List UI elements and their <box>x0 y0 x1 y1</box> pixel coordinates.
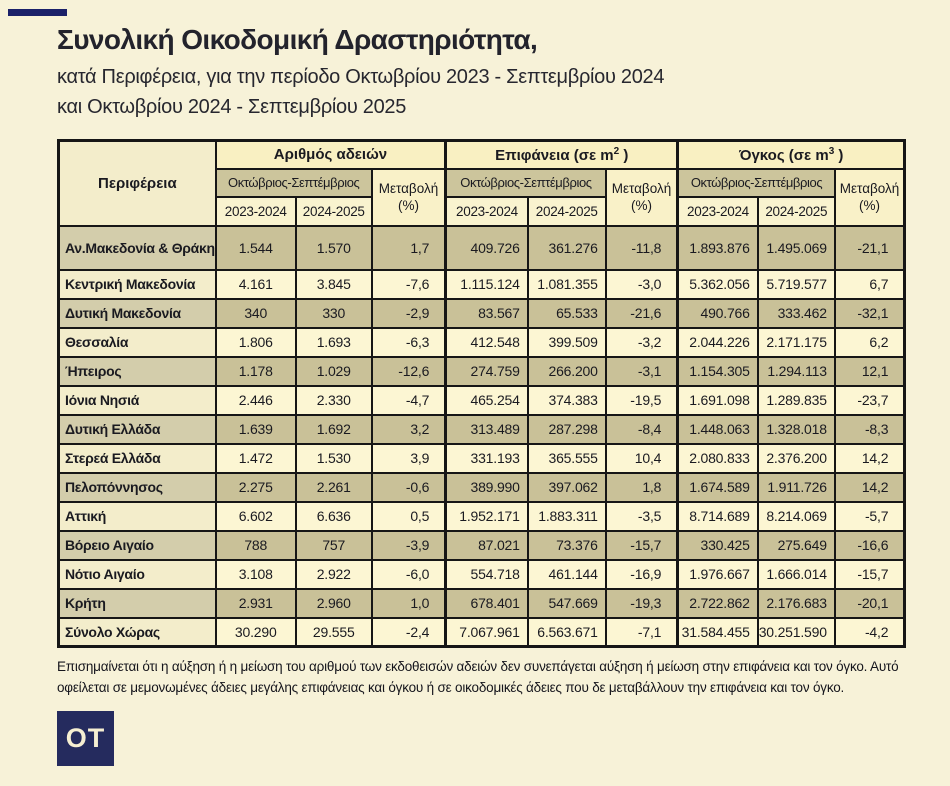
value-cell: 1.081.355 <box>528 270 606 299</box>
value-cell: 12,1 <box>835 357 905 386</box>
value-cell: 87.021 <box>446 531 528 560</box>
value-cell: 6.563.671 <box>528 618 606 647</box>
value-cell: 2.960 <box>296 589 372 618</box>
ot-logo <box>57 711 114 766</box>
value-cell: 2.261 <box>296 473 372 502</box>
value-cell: -6,0 <box>372 560 446 589</box>
value-cell: -23,7 <box>835 386 905 415</box>
value-cell: -7,6 <box>372 270 446 299</box>
building-activity-table <box>57 139 906 648</box>
value-cell: 2.044.226 <box>678 328 758 357</box>
value-cell: 5.719.577 <box>758 270 835 299</box>
table-row <box>59 226 905 270</box>
value-cell: 3,2 <box>372 415 446 444</box>
value-cell: -4,2 <box>835 618 905 647</box>
period-header-permits: Οκτώβριος-Σεπτέμβριος <box>216 169 372 197</box>
region-name-cell: Αττική <box>59 502 216 531</box>
value-cell: -16,9 <box>606 560 678 589</box>
value-cell: 374.383 <box>528 386 606 415</box>
value-cell: 1.570 <box>296 226 372 270</box>
value-cell: -8,3 <box>835 415 905 444</box>
value-cell: 274.759 <box>446 357 528 386</box>
value-cell: -0,6 <box>372 473 446 502</box>
value-cell: 2.330 <box>296 386 372 415</box>
value-cell: -21,6 <box>606 299 678 328</box>
value-cell: 1.530 <box>296 444 372 473</box>
change-header-permits: Μεταβολή (%) <box>372 169 446 226</box>
table-row <box>59 386 905 415</box>
region-name-cell: Ιόνια Νησιά <box>59 386 216 415</box>
value-cell: 2.376.200 <box>758 444 835 473</box>
value-cell: 554.718 <box>446 560 528 589</box>
region-name-cell: Κρήτη <box>59 589 216 618</box>
value-cell: 266.200 <box>528 357 606 386</box>
value-cell: 1.495.069 <box>758 226 835 270</box>
value-cell: 1.639 <box>216 415 296 444</box>
change-header-volume: Μεταβολή (%) <box>835 169 905 226</box>
value-cell: 7.067.961 <box>446 618 528 647</box>
value-cell: -19,3 <box>606 589 678 618</box>
year-header-permits-1: 2023-2024 <box>216 197 296 226</box>
value-cell: 2.446 <box>216 386 296 415</box>
value-cell: -5,7 <box>835 502 905 531</box>
value-cell: 1.883.311 <box>528 502 606 531</box>
table-row <box>59 270 905 299</box>
table-row <box>59 415 905 444</box>
value-cell: 1.029 <box>296 357 372 386</box>
subtitle-line-1: κατά Περιφέρεια, για την περίοδο Οκτωβρίου 2023 - Σεπτεμβρίου 2024 <box>57 66 665 88</box>
region-name-cell: Δυτική Ελλάδα <box>59 415 216 444</box>
value-cell: 1,7 <box>372 226 446 270</box>
value-cell: 1.911.726 <box>758 473 835 502</box>
value-cell: 361.276 <box>528 226 606 270</box>
region-name-cell: Στερεά Ελλάδα <box>59 444 216 473</box>
value-cell: 65.533 <box>528 299 606 328</box>
value-cell: -2,9 <box>372 299 446 328</box>
value-cell: 30.290 <box>216 618 296 647</box>
value-cell: 788 <box>216 531 296 560</box>
value-cell: 397.062 <box>528 473 606 502</box>
region-name-cell: Ήπειρος <box>59 357 216 386</box>
group-header-area-label: Επιφάνεια (σε m <box>495 146 614 164</box>
value-cell: 1.806 <box>216 328 296 357</box>
value-cell: 4.161 <box>216 270 296 299</box>
value-cell: 399.509 <box>528 328 606 357</box>
table-row <box>59 502 905 531</box>
value-cell: -8,4 <box>606 415 678 444</box>
value-cell: 1.691.098 <box>678 386 758 415</box>
year-header-area-1: 2023-2024 <box>446 197 528 226</box>
value-cell: 1.289.835 <box>758 386 835 415</box>
value-cell: 5.362.056 <box>678 270 758 299</box>
area-unit-superscript: 2 <box>613 145 620 157</box>
value-cell: 757 <box>296 531 372 560</box>
table-row <box>59 357 905 386</box>
value-cell: 2.922 <box>296 560 372 589</box>
ot-logo-text: OT <box>65 723 106 753</box>
value-cell: 490.766 <box>678 299 758 328</box>
value-cell: 1.693 <box>296 328 372 357</box>
value-cell: 412.548 <box>446 328 528 357</box>
value-cell: 2.275 <box>216 473 296 502</box>
value-cell: 275.649 <box>758 531 835 560</box>
value-cell: 30.251.590 <box>758 618 835 647</box>
value-cell: -3,5 <box>606 502 678 531</box>
table-row <box>59 531 905 560</box>
value-cell: 2.176.683 <box>758 589 835 618</box>
region-name-cell: Αν.Μακεδονία & Θράκη <box>59 226 216 270</box>
value-cell: 1.666.014 <box>758 560 835 589</box>
value-cell: 1.472 <box>216 444 296 473</box>
value-cell: 1.952.171 <box>446 502 528 531</box>
value-cell: 8.714.689 <box>678 502 758 531</box>
region-name-cell: Πελοπόννησος <box>59 473 216 502</box>
value-cell: -6,3 <box>372 328 446 357</box>
table-row <box>59 444 905 473</box>
region-name-cell: Θεσσαλία <box>59 328 216 357</box>
table-row <box>59 560 905 589</box>
value-cell: 1.154.305 <box>678 357 758 386</box>
value-cell: -3,9 <box>372 531 446 560</box>
region-name-cell: Νότιο Αιγαίο <box>59 560 216 589</box>
value-cell: 330 <box>296 299 372 328</box>
value-cell: 73.376 <box>528 531 606 560</box>
page-title: Συνολική Οικοδομική Δραστηριότητα, <box>57 24 538 55</box>
region-name-cell: Σύνολο Χώρας <box>59 618 216 647</box>
value-cell: 330.425 <box>678 531 758 560</box>
value-cell: 14,2 <box>835 444 905 473</box>
value-cell: -7,1 <box>606 618 678 647</box>
value-cell: 1.294.113 <box>758 357 835 386</box>
value-cell: 1.328.018 <box>758 415 835 444</box>
value-cell: -19,5 <box>606 386 678 415</box>
value-cell: 333.462 <box>758 299 835 328</box>
value-cell: 461.144 <box>528 560 606 589</box>
value-cell: 1.692 <box>296 415 372 444</box>
value-cell: 2.080.833 <box>678 444 758 473</box>
value-cell: -32,1 <box>835 299 905 328</box>
value-cell: 6.636 <box>296 502 372 531</box>
value-cell: -15,7 <box>606 531 678 560</box>
group-header-volume-label: Όγκος (σε m <box>739 146 829 164</box>
group-header-permits-label: Αριθμός αδειών <box>273 146 388 164</box>
table-row <box>59 473 905 502</box>
group-header-volume: Όγκος (σε $m^3$ ) <box>678 141 905 169</box>
value-cell: 1,0 <box>372 589 446 618</box>
value-cell: 409.726 <box>446 226 528 270</box>
value-cell: 1.178 <box>216 357 296 386</box>
value-cell: -12,6 <box>372 357 446 386</box>
region-name-cell: Βόρειο Αιγαίο <box>59 531 216 560</box>
value-cell: 1.544 <box>216 226 296 270</box>
volume-unit-superscript: 3 <box>828 145 835 157</box>
region-name-cell: Κεντρική Μακεδονία <box>59 270 216 299</box>
value-cell: -3,0 <box>606 270 678 299</box>
table-row <box>59 589 905 618</box>
value-cell: -21,1 <box>835 226 905 270</box>
value-cell: 678.401 <box>446 589 528 618</box>
value-cell: -3,1 <box>606 357 678 386</box>
group-header-permits <box>216 141 446 169</box>
period-header-volume: Οκτώβριος-Σεπτέμβριος <box>678 169 835 197</box>
value-cell: 6,2 <box>835 328 905 357</box>
year-header-area-2: 2024-2025 <box>528 197 606 226</box>
value-cell: 14,2 <box>835 473 905 502</box>
value-cell: 389.990 <box>446 473 528 502</box>
value-cell: 340 <box>216 299 296 328</box>
table-row <box>59 299 905 328</box>
subtitle-line-2: και Οκτωβρίου 2024 - Σεπτεμβρίου 2025 <box>57 96 407 118</box>
year-header-permits-2: 2024-2025 <box>296 197 372 226</box>
value-cell: 8.214.069 <box>758 502 835 531</box>
value-cell: -20,1 <box>835 589 905 618</box>
value-cell: 1.115.124 <box>446 270 528 299</box>
value-cell: 547.669 <box>528 589 606 618</box>
value-cell: 29.555 <box>296 618 372 647</box>
value-cell: 0,5 <box>372 502 446 531</box>
value-cell: -15,7 <box>835 560 905 589</box>
value-cell: -3,2 <box>606 328 678 357</box>
value-cell: 2.171.175 <box>758 328 835 357</box>
table-body <box>59 226 905 647</box>
year-header-volume-1: 2023-2024 <box>678 197 758 226</box>
value-cell: -11,8 <box>606 226 678 270</box>
value-cell: 1,8 <box>606 473 678 502</box>
value-cell: 3.845 <box>296 270 372 299</box>
page-subtitle <box>57 62 664 122</box>
value-cell: 3.108 <box>216 560 296 589</box>
value-cell: 6.602 <box>216 502 296 531</box>
year-header-volume-2: 2024-2025 <box>758 197 835 226</box>
region-name-cell: Δυτική Μακεδονία <box>59 299 216 328</box>
value-cell: 31.584.455 <box>678 618 758 647</box>
value-cell: 83.567 <box>446 299 528 328</box>
group-header-area: Επιφάνεια (σε $m^2$ ) <box>446 141 678 169</box>
value-cell: -2,4 <box>372 618 446 647</box>
value-cell: 465.254 <box>446 386 528 415</box>
table-row <box>59 618 905 647</box>
period-header-area: Οκτώβριος-Σεπτέμβριος <box>446 169 606 197</box>
table-row <box>59 328 905 357</box>
value-cell: 6,7 <box>835 270 905 299</box>
value-cell: 3,9 <box>372 444 446 473</box>
change-header-area: Μεταβολή (%) <box>606 169 678 226</box>
value-cell: 313.489 <box>446 415 528 444</box>
value-cell: 2.931 <box>216 589 296 618</box>
value-cell: 1.893.876 <box>678 226 758 270</box>
footnote: Επισημαίνεται ότι η αύξηση ή η μείωση του αριθμού των εκδοθεισών αδειών δεν συνεπάγεται αύξηση ή μείωση στην επιφάνεια και τον όγκο. Αυτό οφείλεται σε μεμονωμένες άδειες μεγάλης επιφάνειας και όγκου ή σε οικοδομικές άδειες που δε μεταβάλλουν την επιφάνεια και τον όγκο. <box>57 659 899 695</box>
value-cell: 365.555 <box>528 444 606 473</box>
value-cell: 2.722.862 <box>678 589 758 618</box>
value-cell: 1.448.063 <box>678 415 758 444</box>
value-cell: -16,6 <box>835 531 905 560</box>
value-cell: 10,4 <box>606 444 678 473</box>
value-cell: 1.674.589 <box>678 473 758 502</box>
value-cell: 1.976.667 <box>678 560 758 589</box>
value-cell: 287.298 <box>528 415 606 444</box>
value-cell: 331.193 <box>446 444 528 473</box>
value-cell: -4,7 <box>372 386 446 415</box>
accent-bar <box>8 9 67 16</box>
column-header-region: Περιφέρεια <box>59 141 216 226</box>
